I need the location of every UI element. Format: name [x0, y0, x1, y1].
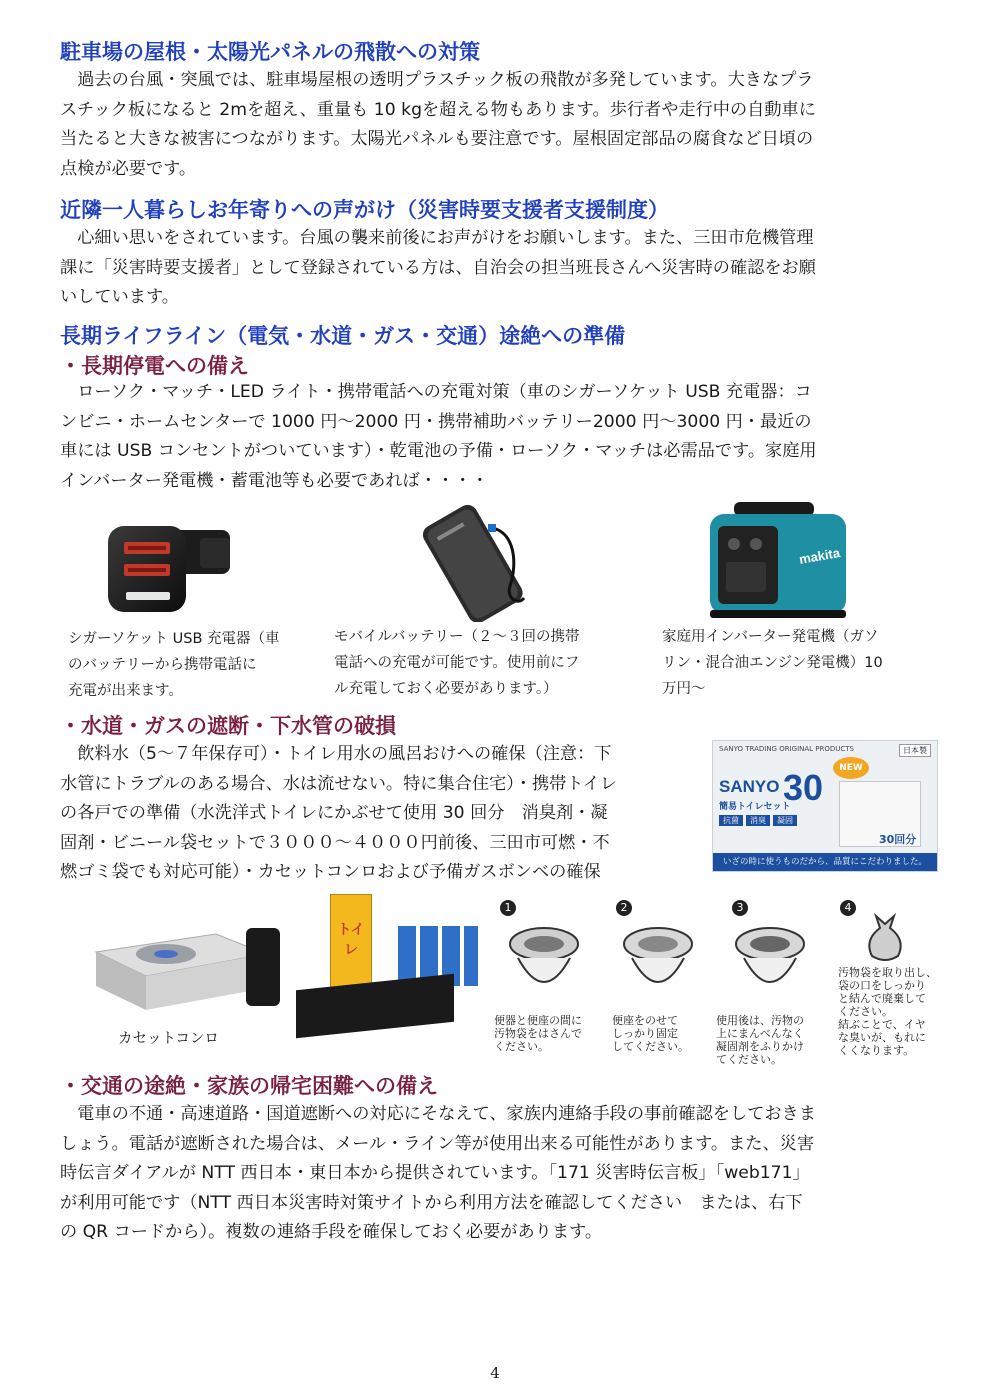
paragraph-roof: [60, 66, 935, 184]
made-in-japan-badge: 日本製: [899, 744, 931, 757]
product-number: 30: [783, 767, 824, 808]
step-text: [612, 1014, 689, 1053]
caption-line: 電話への充電が可能です。使用前にフ: [334, 655, 580, 671]
text-line: いしています。: [60, 287, 179, 307]
product-name: 簡易トイレセット: [719, 802, 791, 812]
usb-car-charger-image: [100, 508, 240, 618]
new-badge: NEW: [833, 757, 869, 779]
step-number: 4: [840, 900, 856, 916]
step-number: 2: [616, 900, 632, 916]
caption-line: ル充電しておく必要があります。）: [334, 681, 558, 697]
step-text-line: 使用後は、汚物の: [716, 1014, 804, 1027]
paragraph-elderly: [60, 224, 935, 313]
step-3: [716, 900, 834, 1080]
step-text-line: 汚物袋を取り出し、: [838, 966, 937, 979]
step-text-line: くくなります。: [838, 1044, 915, 1057]
step-text-line: しっかり固定: [612, 1027, 678, 1040]
step-number: 3: [732, 900, 748, 916]
bag-pack: [296, 974, 454, 1039]
caption-battery: [334, 624, 579, 702]
toilet-icon: [614, 910, 704, 1008]
toilet-kit-pack-image: [296, 894, 482, 1034]
text-line: 水管にトラブルのある場合、水は流せない。特に集合住宅）・携帯トイレ: [60, 773, 618, 794]
text-line: の各戸での準備（水洗洋式トイレにかぶせて使用 30 回分 消臭剤・凝: [60, 803, 608, 823]
text-line: 課に「災害時要支援者」として登録されている方は、自治会の担当班長さんへ災害時の確認をお願: [60, 257, 816, 278]
step-text: [716, 1014, 804, 1066]
inverter-generator-image: [704, 498, 854, 624]
page-number: 4: [490, 1364, 500, 1382]
step-text-line: な臭いが、もれに: [838, 1031, 926, 1044]
step-text-line: してください。: [612, 1040, 689, 1053]
mobile-battery-image: [414, 502, 534, 622]
caption-stove: カセットコンロ: [118, 1031, 219, 1047]
step-text-line: 凝固剤をふりかけ: [716, 1040, 804, 1053]
caption-generator: [662, 624, 883, 702]
caption-line: シガーソケット USB 充電器（車: [68, 631, 280, 647]
caption-line: リン・混合油エンジン発電機）10: [662, 655, 883, 671]
step-text-line: ください。: [838, 1005, 893, 1018]
svg-text:makita: makita: [797, 545, 842, 567]
caption-line: 充電が出来ます。: [68, 683, 183, 699]
subheading-water: ・水道・ガスの遮断・下水管の破損: [60, 714, 396, 738]
product-tagline: いざの時に使うものだから、品質にこだわりました。: [713, 853, 937, 871]
subheading-power: ・長期停電への備え: [60, 354, 249, 378]
step-1: [494, 900, 606, 1080]
paragraph-transport: [60, 1100, 935, 1248]
portable-toilet-product-image: [712, 740, 938, 872]
text-line: 心細い思いをされています。台風の襲来前後にお声がけをお願いします。また、三田市危機管理: [60, 228, 814, 248]
step-text-line: と結んで廃棄して: [838, 992, 926, 1005]
step-text: [494, 1014, 582, 1053]
cassette-stove-image: [86, 912, 286, 1020]
step-text-line: 便器と便座の間に: [494, 1014, 582, 1027]
text-line: ンビニ・ホームセンターで 1000 円～2000 円・携帯補助バッテリー2000 円～3000 円・最近の: [60, 411, 812, 432]
step-2: [610, 900, 722, 1080]
text-line: 当たると大きな被害につながります。太陽光パネルも要注意です。屋根固定部品の腐食など日頃の: [60, 129, 814, 149]
step-text-line: 汚物袋をはさんで: [494, 1027, 582, 1040]
step-text-line: 便座をのせて: [612, 1014, 678, 1027]
text-line: の QR コードから）。複数の連絡手段を確保しておく必要があります。: [60, 1222, 603, 1242]
heading-roof: 駐車場の屋根・太陽光パネルの飛散への対策: [60, 40, 480, 64]
text-line: 固剤・ビニール袋セットで３０００～４０００円前後、三田市可燃・不: [60, 832, 610, 853]
text-line: 燃ゴミ袋でも対応可能）・カセットコンロおよび予備ガスボンベの確保: [60, 862, 601, 882]
subheading-transport: ・交通の途絶・家族の帰宅困難への備え: [60, 1074, 438, 1098]
product-tag: 消臭: [746, 815, 770, 826]
caption-line: 家庭用インバーター発電機（ガソ: [662, 629, 879, 645]
kit-box-label: トイレ: [337, 922, 365, 958]
text-line: ローソク・マッチ・LED ライト・携帯電話への充電対策（車のシガーソケット USB 充電器：コ: [60, 382, 812, 402]
product-tag: 凝固: [773, 815, 797, 826]
step-text-line: てください。: [716, 1053, 782, 1066]
step-4: [838, 900, 962, 1080]
caption-line: 万円～: [662, 681, 706, 697]
product-tags: [719, 815, 797, 826]
caption-line: モバイルバッテリー（２～３回の携帯: [334, 629, 580, 645]
product-count: 30回分: [879, 833, 917, 846]
step-number: 1: [500, 900, 516, 916]
step-text-line: 結ぶことで、イヤ: [838, 1018, 926, 1031]
text-line: 飲料水（5～７年保存可）・トイレ用水の風呂おけへの確保（注意：下: [60, 744, 612, 764]
product-top-text: SANYO TRADING ORIGINAL PRODUCTS: [719, 745, 855, 753]
kit-box: [330, 894, 372, 992]
text-line: インバーター発電機・蓄電池等も必要であれば・・・・: [60, 470, 489, 491]
step-text: [838, 966, 937, 1057]
paragraph-power: [60, 378, 935, 496]
text-line: しょう。電話が遮断された場合は、メール・ライン等が使用出来る可能性があります。また、災害: [60, 1133, 815, 1154]
text-line: が利用可能です（NTT 西日本災害時対策サイトから利用方法を確認してください または、右下: [60, 1192, 803, 1213]
toilet-icon: [726, 910, 816, 1008]
step-text-line: 上にまんべんなく: [716, 1027, 804, 1040]
caption-charger: [68, 626, 280, 704]
text-line: 点検が必要です。: [60, 158, 197, 179]
toilet-icon: [500, 910, 590, 1008]
caption-line: のバッテリーから携帯電話に: [68, 657, 257, 673]
toilet-steps-illustration: [494, 900, 964, 1080]
step-text-line: 袋の口をしっかり: [838, 979, 926, 992]
text-line: 車には USB コンセントがついています）・乾電池の予備・ローソク・マッチは必需品です。家庭用: [60, 441, 817, 461]
text-line: 過去の台風・突風では、駐車場屋根の透明プラスチック板の飛散が多発しています。大きなプラ: [60, 70, 814, 90]
text-line: 電車の不通・高速道路・国道遮断への対応にそなえて、家族内連絡手段の事前確認をしておきま: [60, 1104, 816, 1124]
paragraph-water: [60, 740, 710, 888]
heading-elderly: 近隣一人暮らしお年寄りへの声がけ（災害時要支援者支援制度）: [60, 198, 669, 222]
product-tag: 抗菌: [719, 815, 743, 826]
step-text-line: ください。: [494, 1040, 549, 1053]
product-brand: SANYO: [719, 777, 780, 796]
text-line: 時伝言ダイアルが NTT 西日本・東日本から提供されています。「171 災害時伝言板」「web171」: [60, 1163, 810, 1183]
text-line: スチック板になると 2mを超え、重量も 10 kgを超える物もあります。歩行者や走行中の自動車に: [60, 99, 816, 120]
heading-lifeline: 長期ライフライン（電気・水道・ガス・交通）途絶への準備: [60, 324, 626, 348]
tied-bag-icon: [860, 906, 910, 962]
